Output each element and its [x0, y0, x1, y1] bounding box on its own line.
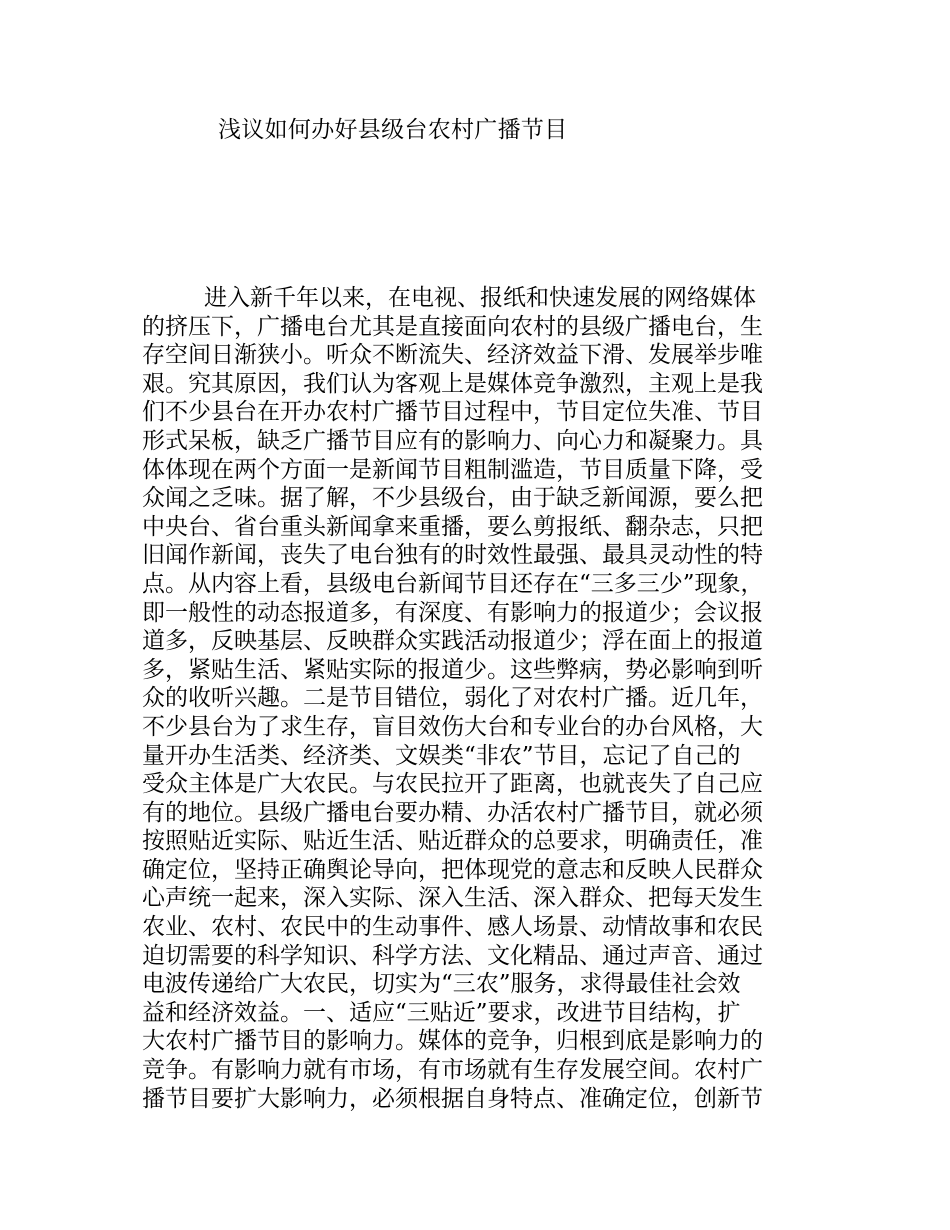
body-text-line: 确定位，坚持正确舆论导向，把体现党的意志和反映人民群众 — [142, 856, 763, 883]
body-text-line: 心声统一起来，深入实际、深入生活、深入群众、把每天发生 — [142, 885, 763, 912]
body-text-line: 电波传递给广大农民，切实为“三农”服务，求得最佳社会效 — [142, 971, 741, 998]
body-text-line: 的挤压下，广播电台尤其是直接面向农村的县级广播电台，生 — [142, 313, 763, 340]
body-text-line: 点。从内容上看，县级电台新闻节目还存在“三多三少”现象， — [142, 570, 764, 597]
body-text-line: 旧闻作新闻，丧失了电台独有的时效性最强、最具灵动性的特 — [142, 542, 763, 569]
body-text-line: 们不少县台在开办农村广播节目过程中，节目定位失准、节目 — [142, 399, 763, 426]
body-text-line: 按照贴近实际、贴近生活、贴近群众的总要求，明确责任，准 — [142, 828, 763, 855]
body-text-line: 众的收听兴趣。二是节目错位，弱化了对农村广播。近几年， — [142, 685, 763, 712]
body-text-line: 受众主体是广大农民。与农民拉开了距离，也就丧失了自己应 — [142, 771, 763, 798]
body-text-line: 有的地位。县级广播电台要办精、办活农村广播节目，就必须 — [142, 799, 763, 826]
body-text-line: 不少县台为了求生存，盲目效伤大台和专业台的办台风格，大 — [142, 713, 763, 740]
body-text-line: 道多，反映基层、反映群众实践活动报道少；浮在面上的报道 — [142, 628, 763, 655]
body-text-line: 即一般性的动态报道多，有深度、有影响力的报道少；会议报 — [142, 599, 763, 626]
body-text-line: 农业、农村、农民中的生动事件、感人场景、动情故事和农民 — [142, 914, 763, 941]
body-text-line: 多，紧贴生活、紧贴实际的报道少。这些弊病，势必影响到听 — [142, 656, 763, 683]
body-text-line: 进入新千年以来，在电视、报纸和快速发展的网络媒体 — [204, 285, 756, 311]
body-text-line: 形式呆板，缺乏广播节目应有的影响力、向心力和凝聚力。具 — [142, 427, 763, 454]
document-title: 浅议如何办好县级台农村广播节目 — [218, 117, 568, 143]
body-text-line: 大农村广播节目的影响力。媒体的竞争，归根到底是影响力的 — [142, 1028, 763, 1055]
body-text-line: 存空间日渐狭小。听众不断流失、经济效益下滑、发展举步唯 — [142, 342, 763, 369]
body-text-line: 播节目要扩大影响力，必须根据自身特点、准确定位，创新节 — [142, 1085, 763, 1112]
body-text-line: 迫切需要的科学知识、科学方法、文化精品、通过声音、通过 — [142, 942, 763, 969]
body-text-line: 量开办生活类、经济类、文娱类“非农”节目，忘记了自己的 — [142, 742, 741, 769]
body-text-line: 艰。究其原因，我们认为客观上是媒体竞争激烈，主观上是我 — [142, 370, 763, 397]
body-text-line: 体体现在两个方面一是新闻节目粗制滥造，节目质量下降，受 — [142, 456, 763, 483]
document-body — [142, 284, 832, 1113]
body-text-line: 众闻之乏味。据了解，不少县级台，由于缺乏新闻源，要么把 — [142, 485, 763, 512]
body-text-line: 益和经济效益。一、适应“三贴近”要求，改进节目结构，扩 — [142, 999, 741, 1026]
body-text-line: 中央台、省台重头新闻拿来重播，要么剪报纸、翻杂志，只把 — [142, 513, 763, 540]
body-text-line: 竞争。有影响力就有市场，有市场就有生存发展空间。农村广 — [142, 1057, 763, 1084]
